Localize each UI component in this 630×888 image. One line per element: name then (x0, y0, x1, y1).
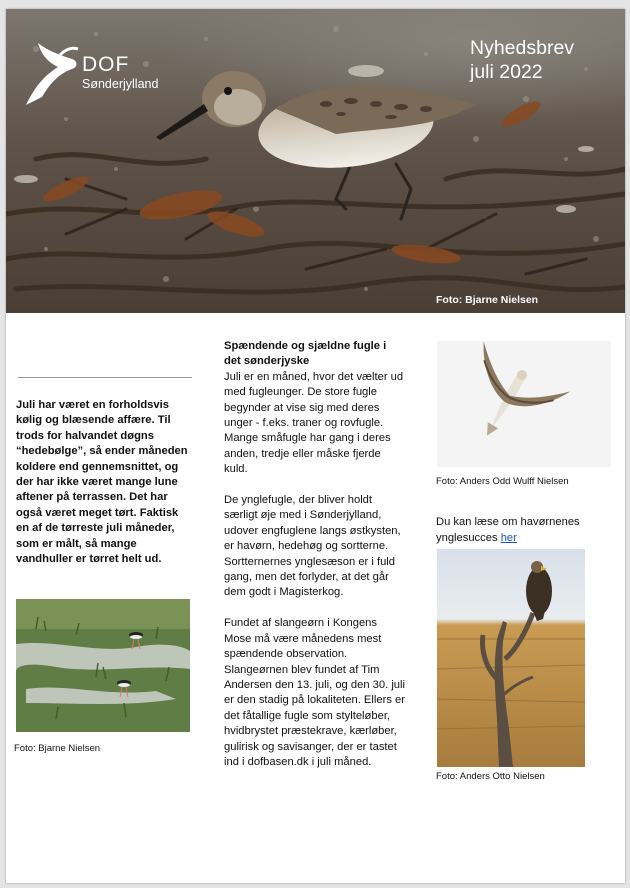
read-more-label: Du kan læse om havørnenes ynglesucces (436, 516, 580, 544)
main-article (224, 339, 406, 786)
article-paragraph-3: Fundet af slangeørn i Kongens Mose må være månedens mest spændende observation. Slangeørnen blev fundet af Tim Andersen den 13. juli, og den 30. juli er den stadig på lokaliteten. Ellers er det fåtallige fugle som stylteløber, hvidbrystet præstekrave, kærløber, gulirisk og savisanger, der er tastet ind i dofbasen.dk i juli måned. (224, 617, 405, 768)
hero-photo-credit: Foto: Bjarne Nielsen (436, 294, 539, 306)
article-paragraph-1: Juli er en måned, hvor det vælter ud med fugleunger. De store fugle begynder at vise sig med deres unger - f.eks. traner og rovfugle. Mange småfugle har gang i deres anden, tredje eller måske fjerde kuld. (224, 370, 404, 476)
hero-photo (6, 9, 625, 313)
read-more-link[interactable]: her (500, 532, 517, 544)
raptor-photo (437, 341, 611, 467)
eagle-photo (437, 549, 585, 767)
newsletter-page (6, 9, 625, 883)
article-paragraph-2: De ynglefugle, der bliver holdt særligt øje med i Sønderjylland, udover engfuglene langs østkysten, er havørn, hedehøg og sortterne. Sortternernes ynglesæson er i fuld gang, men det forlyder, at det går dem godt i Magisterkog. (224, 494, 401, 599)
read-more-text (436, 514, 616, 546)
article-heading: Spændende og sjældne fugle i det sønderjyske (224, 340, 387, 368)
intro-text: Juli har været en forholdsvis kølig og blæsende affære. Til trods for halvandet døgns “hedebølge”, så ender måneden koldere end gennemsnittet, og der har ikke været mange lune aftener på terrassen. Det har også været meget tørt. Faktisk en af de tørreste juli måneder, som er målt, så mange vandhuller er tørret helt ud. (16, 399, 188, 566)
bird-logo-icon (20, 37, 80, 109)
photo-right1-caption: Foto: Anders Odd Wulff Nielsen (436, 476, 569, 487)
logo-region: Sønderjylland (82, 77, 159, 91)
divider-line (18, 377, 192, 378)
wetland-photo (16, 599, 190, 732)
newsletter-title-line1: Nyhedsbrev (470, 37, 575, 59)
photo-flying-raptor (437, 341, 611, 467)
photo-left-caption: Foto: Bjarne Nielsen (14, 743, 101, 754)
photo-right2-caption: Foto: Anders Otto Nielsen (436, 771, 545, 782)
logo-name: DOF (82, 53, 130, 76)
dof-logo[interactable] (20, 37, 190, 117)
photo-stilts-wetland (16, 599, 190, 732)
photo-sea-eagle (437, 549, 585, 767)
newsletter-title-line2: juli 2022 (470, 61, 543, 83)
newsletter-title (470, 36, 574, 84)
